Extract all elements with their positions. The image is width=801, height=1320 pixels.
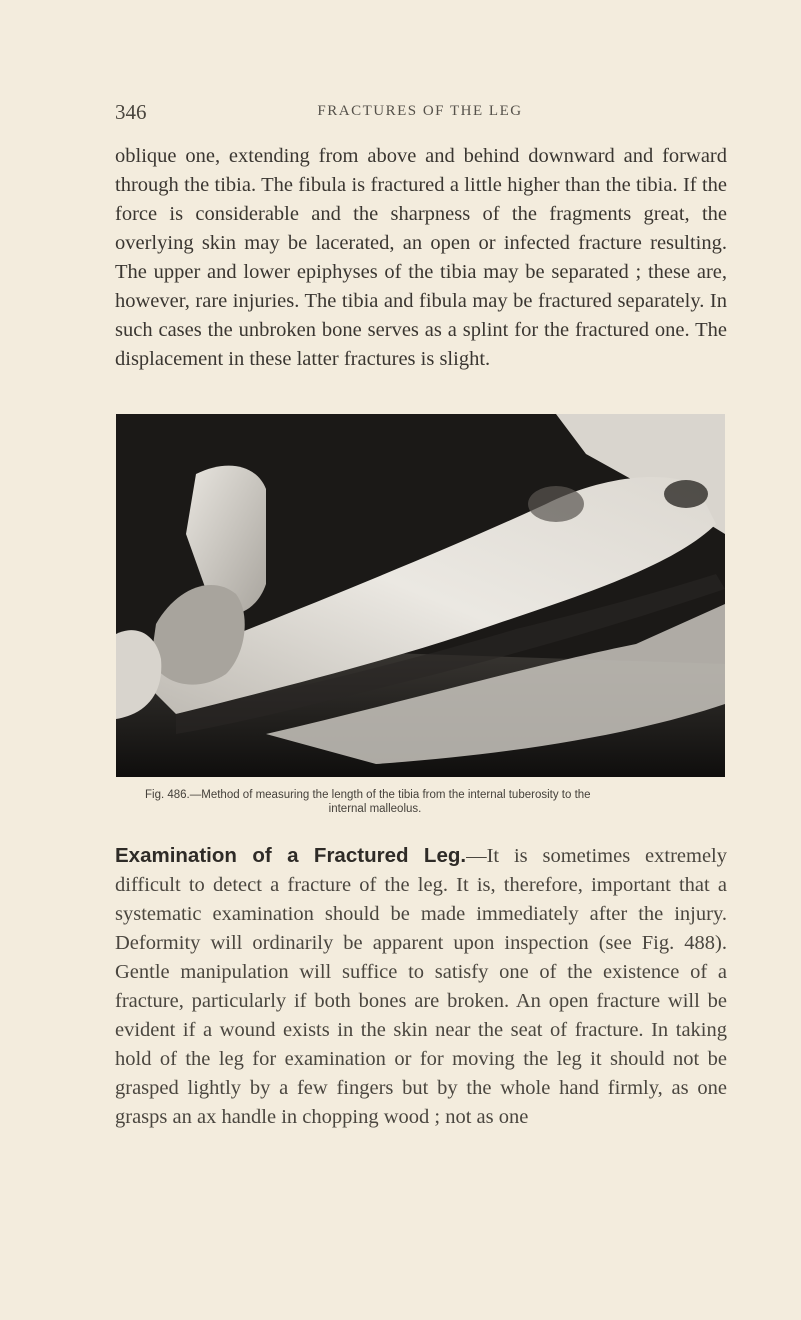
running-head: FRACTURES OF THE LEG — [317, 103, 523, 119]
figure-caption — [145, 788, 725, 816]
section-title: Examination of a Fractured Leg. — [115, 844, 467, 867]
page-number: 346 — [115, 100, 147, 124]
figure-caption-line-1: Fig. 486.—Method of measuring the length of the tibia from the internal tuberosity to the — [145, 789, 591, 801]
body-paragraph-1: oblique one, extending from above and behind downward and forward through the tibia. The fibula is fractured a little higher than the tibia. If the force is considerable and the sharpness of the fragments great, the overlying skin may be lacerated, an open or infected fracture resulting. The upper and lower epiphyses of the tibia may be separated ; these are, however, rare injuries. The tibia and fibula may be fractured separately. In such cases the unbroken bone serves as a splint for the fractured one. The displacement in these latter fractures is slight. — [115, 145, 727, 370]
figure-caption-line-2: internal malleolus. — [328, 803, 422, 815]
leg-measurement-photo — [116, 414, 725, 777]
page-header — [115, 100, 725, 126]
figure-photograph — [116, 414, 725, 777]
body-paragraph-2 — [115, 841, 727, 1132]
section-body: —It is sometimes extremely difficult to detect a fracture of the leg. It is, therefore, important that a systematic examination should be made immediately after the injury. Deformity will ordinarily be apparent upon inspection (see Fig. 488). Gentle manipulation will suffice to satisfy one of the existence of a fracture, particularly if both bones are broken. An open fracture will be evident if a wound exists in the skin near the seat of fracture. In taking hold of the leg for examination or for moving the leg it should not be grasped lightly by a few fingers but by the whole hand firmly, as one grasps an ax handle in chopping wood ; not as one — [115, 845, 727, 1128]
